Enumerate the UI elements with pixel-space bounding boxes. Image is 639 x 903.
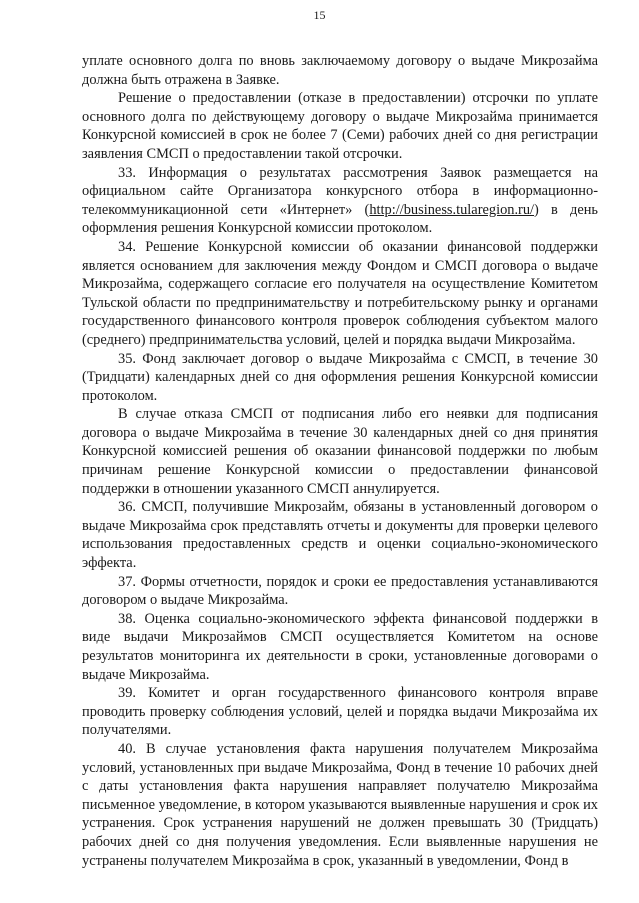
paragraph-33 <box>82 164 598 238</box>
paragraph-33-text-before: 33. Информация о результатах рассмотрения Заявок размещается на официальном сайте Организатора конкурсного отбора в информационно-телекоммуникационной сети «Интернет» ( <box>82 164 598 218</box>
paragraph-35-refusal: В случае отказа СМСП от подписания либо его неявки для подписания договора о выдаче Микрозайма в течение 30 календарных дней со дня принятия Конкурсной комиссией решения об оказании финансовой поддержки по любым причинам решение Конкурсной комиссии о предоставлении финансовой поддержки в отношении указанного СМСП аннулируется. <box>82 406 598 497</box>
paragraph-continuation: уплате основного долга по вновь заключаемому договору о выдаче Микрозайма должна быть отражена в Заявке. <box>82 53 598 88</box>
paragraph-40: 40. В случае установления факта нарушения получателем Микрозайма условий, установленных при выдаче Микрозайма, Фонд в течение 10 рабочих дней с даты установления факта нарушения направляет получателю Микрозайма письменное уведомление, в котором указываются выявленные нарушения и срок их устранения. Срок устранения нарушений не должен превышать 30 (Тридцать) рабочих дней со дня получения уведомления. Если выявленные нарушения не устранены получателем Микрозайма в срок, указанный в уведомлении, Фонд в <box>82 740 598 869</box>
paragraph-33-text-after: ) в день оформления решения Конкурсной комиссии протоколом. <box>82 201 598 237</box>
business-site-link[interactable]: http://business.tularegion.ru/ <box>369 201 535 218</box>
page-number: 15 <box>313 8 326 22</box>
paragraph-36: 36. СМСП, получившие Микрозайм, обязаны в установленный договором о выдаче Микрозайма срок представлять отчеты и документы для проверки целевого использования предоставленных средств и оценки социально-экономического эффекта. <box>82 499 598 572</box>
paragraph-38: 38. Оценка социально-экономического эффекта финансовой поддержки в виде выдачи Микрозаймов СМСП осуществляется Комитетом на основе результатов мониторинга их деятельности в сроки, установленные договорами о выдаче Микрозайма. <box>82 610 598 683</box>
paragraph-35: 35. Фонд заключает договор о выдаче Микрозайма с СМСП, в течение 30 (Тридцати) календарных дней со дня оформления решения Конкурсной комиссии протоколом. <box>82 350 598 404</box>
paragraph-37: 37. Формы отчетности, порядок и сроки ее предоставления устанавливаются договором о выдаче Микрозайма. <box>82 573 598 609</box>
paragraph-34: 34. Решение Конкурсной комиссии об оказании финансовой поддержки является основанием для заключения между Фондом и СМСП договора о выдаче Микрозайма, содержащего согласие его получателя на осуществление Комитетом Тульской области по предпринимательству и потребительскому рынку и органами государственного финансового контроля проверок соблюдения субъектом малого (среднего) предпринимательства условий, целей и порядка выдачи Микрозайма. <box>82 238 598 348</box>
document-body <box>82 52 598 870</box>
paragraph-39: 39. Комитет и орган государственного финансового контроля вправе проводить проверку соблюдения условий, целей и порядка выдачи Микрозайма их получателями. <box>82 685 598 739</box>
paragraph-deferral-decision: Решение о предоставлении (отказе в предоставлении) отсрочки по уплате основного долга по действующему договору о выдаче Микрозайма принимается Конкурсной комиссией в срок не более 7 (Семи) рабочих дней со дня регистрации заявления СМСП о предоставлении такой отсрочки. <box>82 90 598 162</box>
